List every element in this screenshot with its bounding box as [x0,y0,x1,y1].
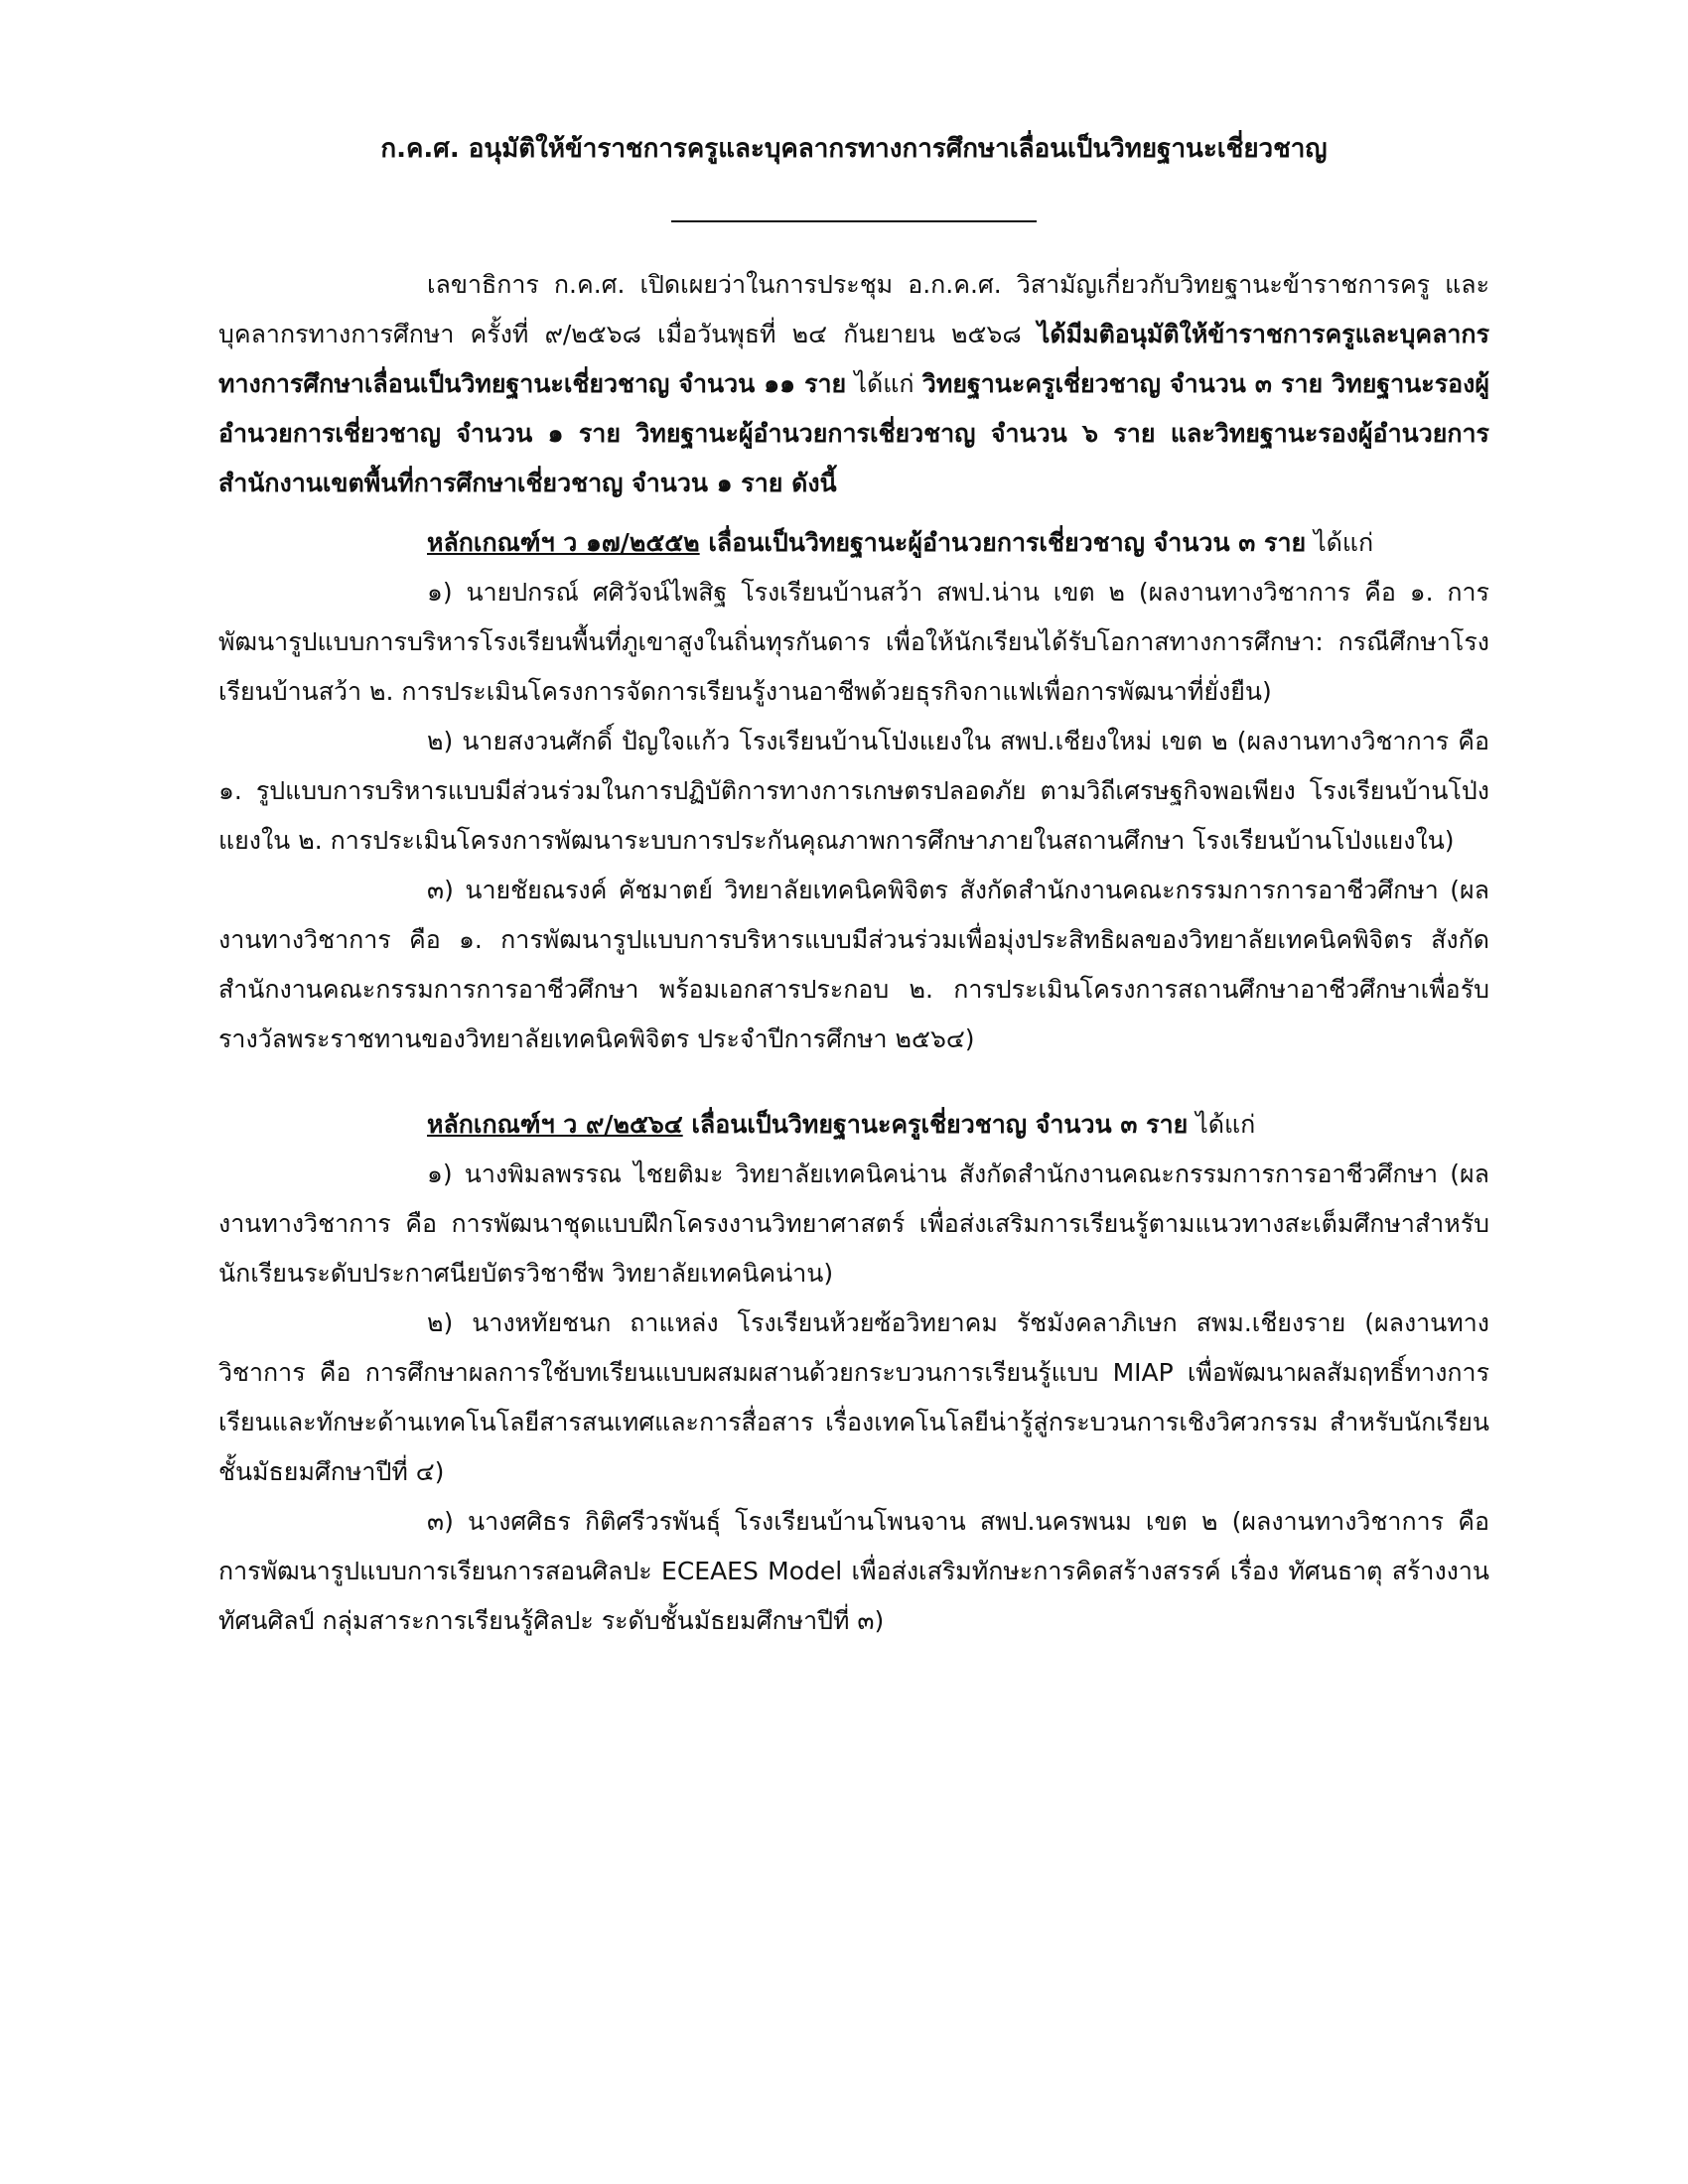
section-heading-2 [218,1100,1489,1150]
section-title-1: เลื่อนเป็นวิทยฐานะผู้อำนวยการเชี่ยวชาญ จำนวน ๓ ราย [699,528,1307,557]
list-item: ๑) นายปกรณ์ ศศิวัจน์ไพสิฐ โรงเรียนบ้านสว้า สพป.น่าน เขต ๒ (ผลงานทางวิชาการ คือ ๑. การพัฒนารูปแบบการบริหารโรงเรียนพื้นที่ภูเขาสูงในถิ่นทุรกันดาร เพื่อให้นักเรียนได้รับโอกาสทางการศึกษา: กรณีศึกษาโรงเรียนบ้านสว้า ๒. การประเมินโครงการจัดการเรียนรู้งานอาชีพด้วยธุรกิจกาแฟเพื่อการพัฒนาที่ยั่งยืน) [218,578,1489,706]
intro-text-part2: ได้แก่ [846,369,922,398]
list-item: ๒) นางหทัยชนก ถาแหล่ง โรงเรียนห้วยซ้อวิทยาคม รัชมังคลาภิเษก สพม.เชียงราย (ผลงานทางวิชาการ คือ การศึกษาผลการใช้บทเรียนแบบผสมผสานด้วยกระบวนการเรียนรู้แบบ MIAP เพื่อพัฒนาผลสัมฤทธิ์ทางการเรียนและทักษะด้านเทคโนโลยีสารสนเทศและการสื่อสาร เรื่องเทคโนโลยีน่ารู้สู่กระบวนการเชิงวิศวกรรม สำหรับนักเรียนชั้นมัธยมศึกษาปีที่ ๔) [218,1308,1489,1486]
section-criteria-2: หลักเกณฑ์ฯ ว ๙/๒๕๖๔ [427,1110,683,1139]
title-underline-divider [671,220,1037,222]
list-item: ๓) นางศศิธร กิติศรีวรพันธุ์ โรงเรียนบ้านโพนจาน สพป.นครพนม เขต ๒ (ผลงานทางวิชาการ คือ การพัฒนารูปแบบการเรียนการสอนศิลปะ ECEAES Model เพื่อส่งเสริมทักษะการคิดสร้างสรรค์ เรื่อง ทัศนธาตุ สร้างงานทัศนศิลป์ กลุ่มสาระการเรียนรู้ศิลปะ ระดับชั้นมัธยมศึกษาปีที่ ๓) [218,1507,1489,1635]
document-page [218,129,1489,2115]
section-heading-1 [218,518,1489,568]
intro-text-part1: เลขาธิการ ก.ค.ศ. เปิดเผยว่าในการประชุม อ.ก.ค.ศ. วิสามัญเกี่ยวกับวิทยฐานะข้าราชการครู และบุคลากรทางการศึกษา ครั้งที่ ๙/๒๕๖๘ เมื่อวันพุธที่ ๒๔ กันยายน ๒๕๖๘ [218,270,1489,348]
intro-paragraph [218,260,1489,508]
section-suffix-2: ได้แก่ [1188,1110,1256,1139]
section-criteria-1: หลักเกณฑ์ฯ ว ๑๗/๒๕๕๒ [427,528,700,557]
list-item: ๓) นายชัยณรงค์ คัชมาตย์ วิทยาลัยเทคนิคพิจิตร สังกัดสำนักงานคณะกรรมการการอาชีวศึกษา (ผลงานทางวิชาการ คือ ๑. การพัฒนารูปแบบการบริหารแบบมีส่วนร่วมเพื่อมุ่งประสิทธิผลของวิทยาลัยเทคนิคพิจิตร สังกัดสำนักงานคณะกรรมการการอาชีวศึกษา พร้อมเอกสารประกอบ ๒. การประเมินโครงการสถานศึกษาอาชีวศึกษาเพื่อรับรางวัลพระราชทานของวิทยาลัยเทคนิคพิจิตร ประจำปีการศึกษา ๒๕๖๔) [218,876,1489,1053]
section-suffix-1: ได้แก่ [1306,528,1374,557]
document-title: ก.ค.ศ. อนุมัติให้ข้าราชการครูและบุคลากรทางการศึกษาเลื่อนเป็นวิทยฐานะเชี่ยวชาญ [380,134,1328,164]
section-title-2: เลื่อนเป็นวิทยฐานะครูเชี่ยวชาญ จำนวน ๓ ราย [682,1110,1189,1139]
intro-text-bold2: วิทยฐานะครูเชี่ยวชาญ จำนวน ๓ ราย วิทยฐานะรองผู้อำนวยการเชี่ยวชาญ จำนวน ๑ ราย วิทยฐานะผู้อำนวยการเชี่ยวชาญ จำนวน ๖ ราย และวิทยฐานะรองผู้อำนวยการสำนักงานเขตพื้นที่การศึกษาเชี่ยวชาญ จำนวน ๑ ราย ดังนี้ [218,369,1489,497]
intro-text-bold1: ได้มีมติอนุมัติให้ข้าราชการครูและบุคลากรทางการศึกษาเลื่อนเป็นวิทยฐานะเชี่ยวชาญ จำนวน ๑๑ ราย [218,320,1489,398]
list-item: ๒) นายสงวนศักดิ์ ปัญใจแก้ว โรงเรียนบ้านโป่งแยงใน สพป.เชียงใหม่ เขต ๒ (ผลงานทางวิชาการ คือ ๑. รูปแบบการบริหารแบบมีส่วนร่วมในการปฏิบัติการทางการเกษตรปลอดภัย ตามวิถีเศรษฐกิจพอเพียง โรงเรียนบ้านโป่งแยงใน ๒. การประเมินโครงการพัฒนาระบบการประกันคุณภาพการศึกษาภายในสถานศึกษา โรงเรียนบ้านโป่งแยงใน) [218,727,1489,855]
list-item: ๑) นางพิมลพรรณ ไชยติมะ วิทยาลัยเทคนิคน่าน สังกัดสำนักงานคณะกรรมการการอาชีวศึกษา (ผลงานทางวิชาการ คือ การพัฒนาชุดแบบฝึกโครงงานวิทยาศาสตร์ เพื่อส่งเสริมการเรียนรู้ตามแนวทางสะเต็มศึกษาสำหรับนักเรียนระดับประกาศนียบัตรวิชาชีพ วิทยาลัยเทคนิคน่าน) [218,1160,1489,1288]
